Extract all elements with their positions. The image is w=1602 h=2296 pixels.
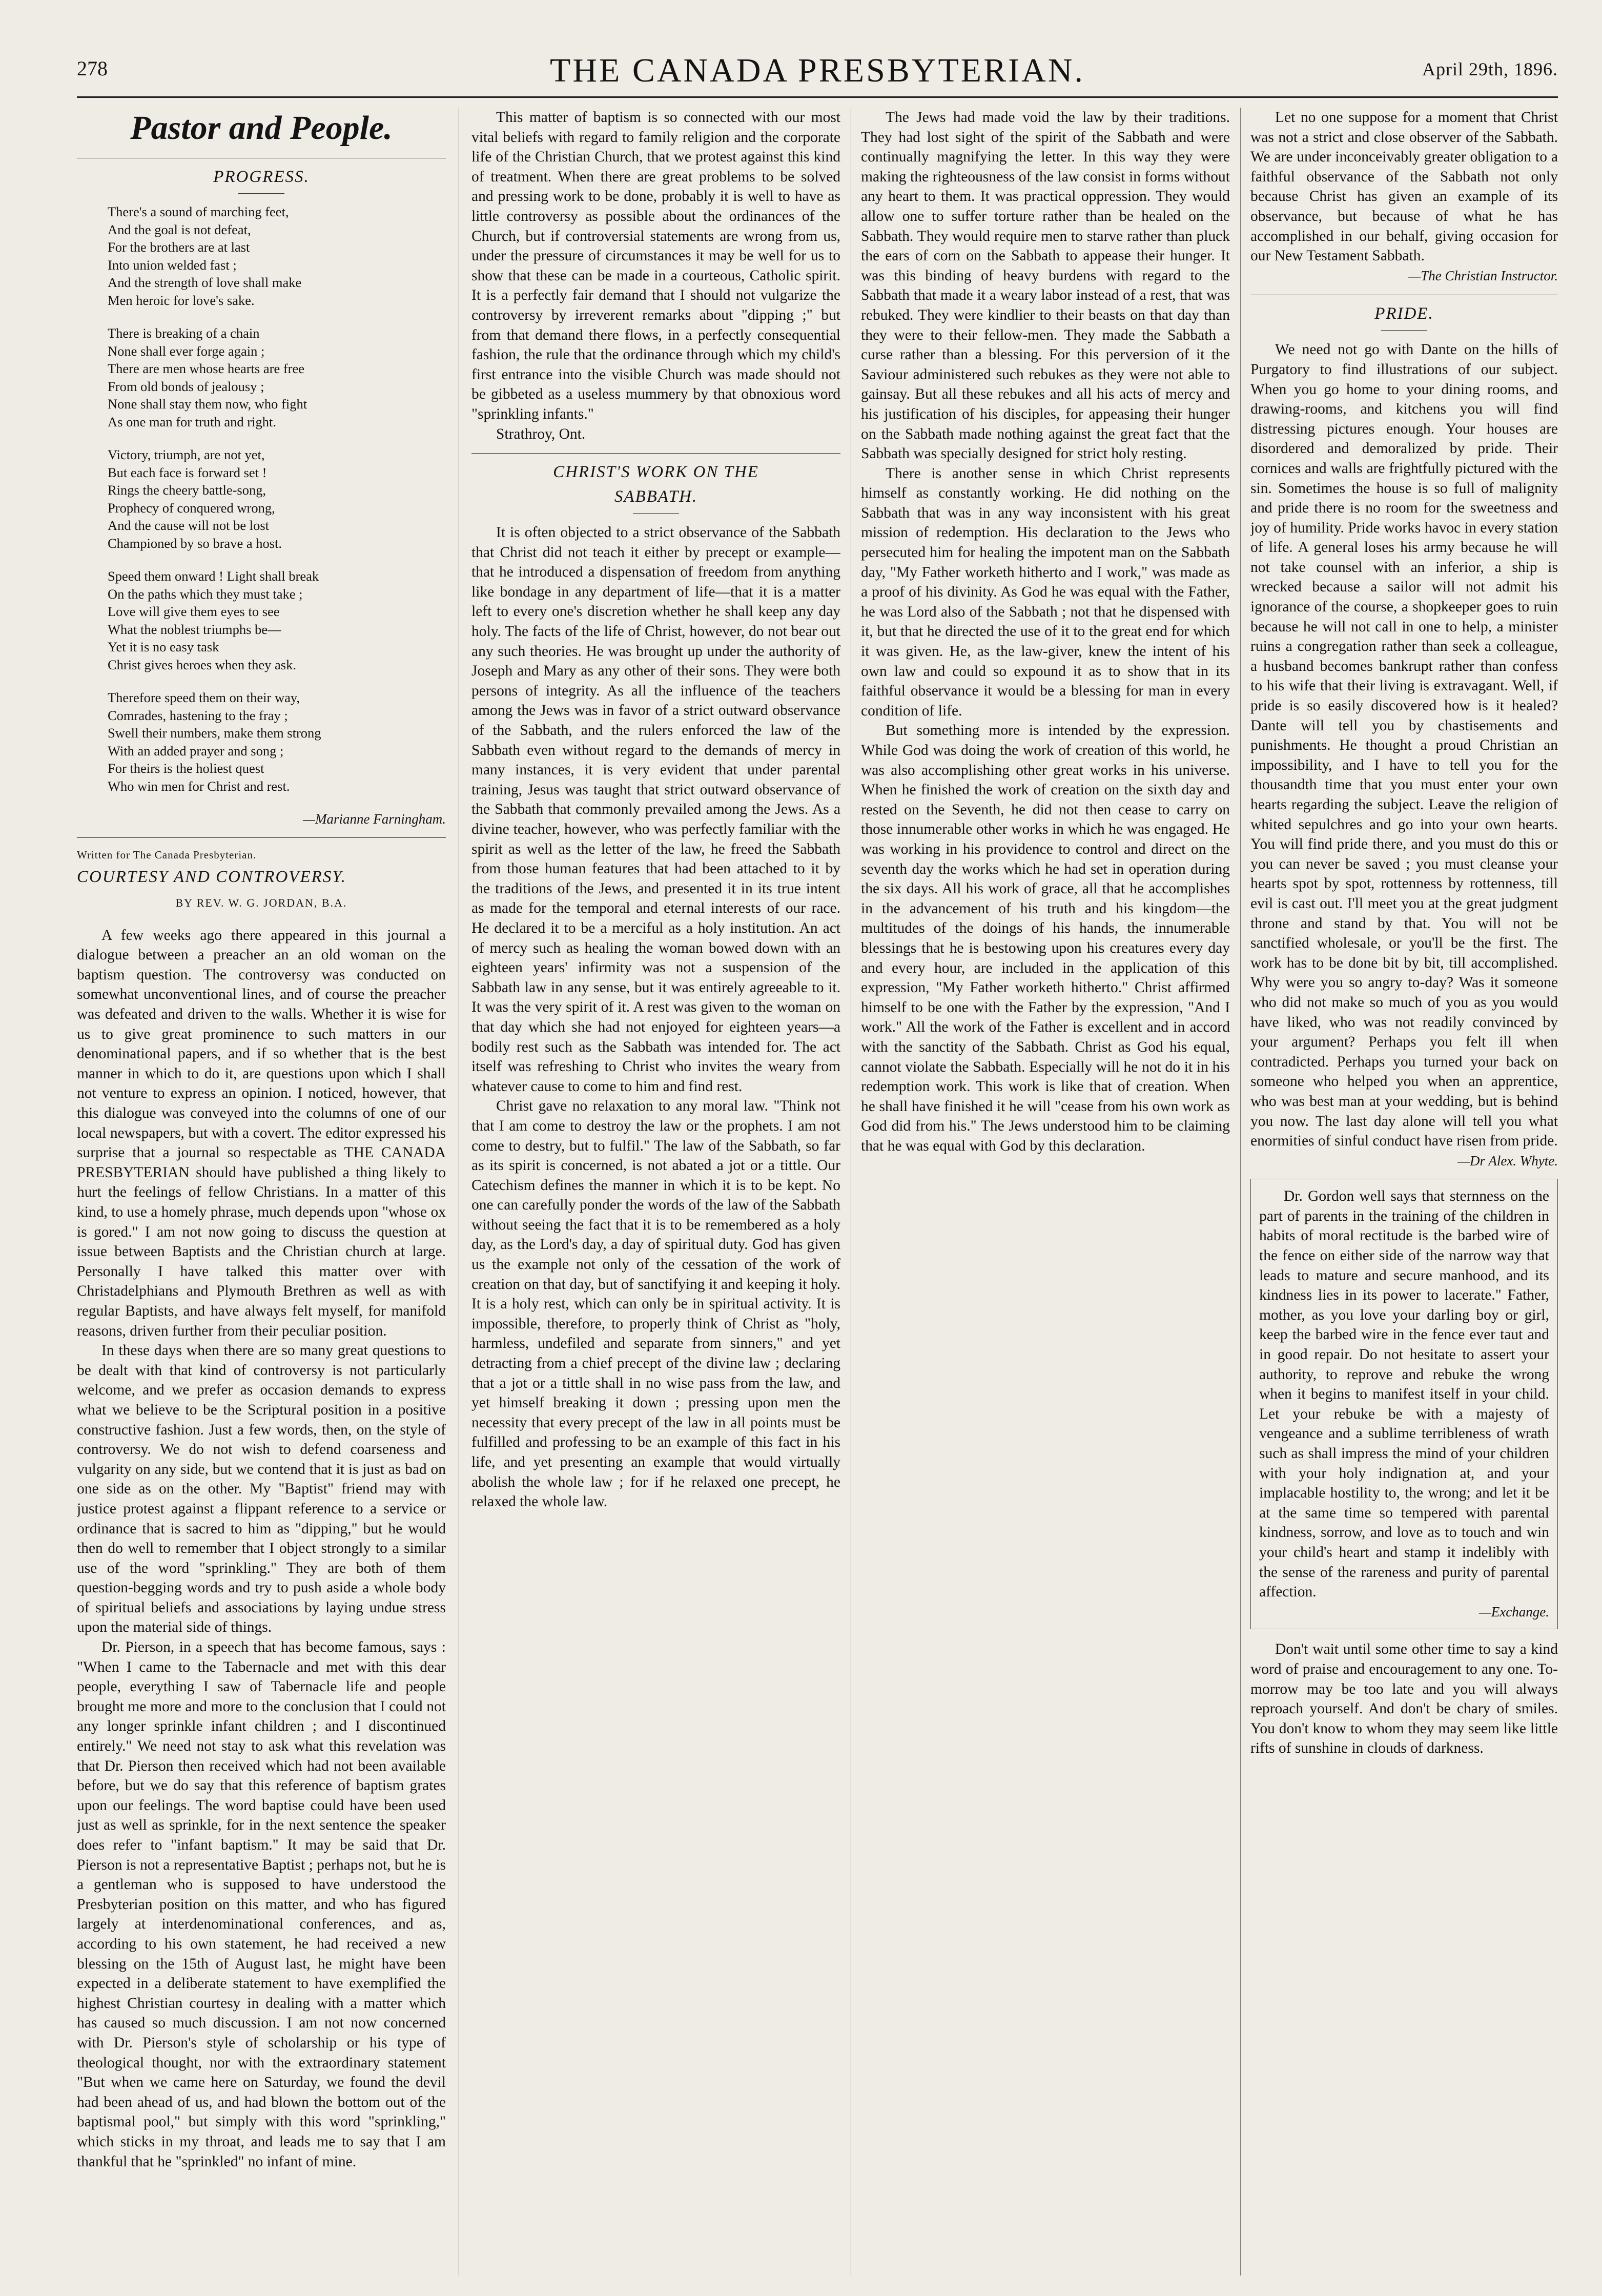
article-paragraph: But something more is intended by the expression. While God was doing the work of creation of this world, he was also accomplishing other great works in his universe. When he finished the work of creation on the sixth day and rested on the Seventh, he did not then cease to carry on those innumerable other works in which he was engaged. He was working in his providence to control and direct on the seventh day the works which he had set in operation during the six days. All his work of grace, all that he accomplishes in the advancement of his truth and his kingdom—the multitudes of the doings of his hands, the innumerable blessings that he is bestowing upon his creatures every day and every hour, are included in the application of this expression, "My Father worketh hitherto." Christ affirmed himself to be one with the Father by the expression, "And I work." All the work of the Father is excellent and in accord with the sanctity of the Sabbath. Christ as God his equal, cannot violate the Sabbath. Especially will he not do it in his redemption work. This work is like that of creation. When he shall have finished it he will "cease from his own work as God did from his." The Jews understood him to be claiming that he was equal with God by this declaration.: [861, 722, 1230, 1154]
article-title: CHRIST'S WORK ON THE: [553, 463, 759, 482]
poem-line: Who win men for Christ and rest.: [108, 778, 290, 794]
divider: [1381, 330, 1427, 331]
poem-line: And the cause will not be lost: [108, 518, 269, 533]
article-paragraph: Christ gave no relaxation to any moral law. "Think not that I am come to destroy the law or the prophets. I am not come to destry, but to fulfil." The law of the Sabbath, so far as its spirit is concerned, is not abated a jot or a tittle. Our Catechism defines the manner in which it is to be kept. No one can carefully ponder the words of the law of the Sabbath without seeing the fact that it is to be remembered as a holy day, as the Lord's day, a day of spiritual duty. God has given us the example not only of the cessation of the work of creation on that day, but of sanctifying it and keeping it holy. It is a holy rest, which can only be in spiritual activity. It is impossible, therefore, to properly think of Christ as "holy, harmless, undefiled and separate from sinners," and yet detracting from a chief precept of the divine law ; declaring that a jot or a tittle shall in no wise pass from the law, and yet himself breaking it down ; pressing upon men the necessity that every precept of the law in all points must be fulfilled and professing to be an example of this fact in his life, and yet presenting an example that would virtually abolish the whole law ; for if he relaxed one precept, he relaxed the whole law.: [471, 1098, 840, 1510]
article-paragraph: The Jews had made void the law by their traditions. They had lost sight of the spirit of the Sabbath and were continually magnifying the letter. In this way they were making the righteousness of the law consist in forms without any heart to them. It was practical oppression. They would allow one to suffer torture rather than be healed on the Sabbath. They would require men to starve rather than pluck the ears of corn on the Sabbath to appease their hunger. It was this binding of heavy burdens with regard to the Sabbath that made it a weary labor instead of a rest, that was rebuked. They were kindlier to their beasts on that day than they were to their fellow-men. They made the Sabbath a curse rather than a blessing. For this perversion of it the Saviour administered such rebukes as they were not able to gainsay. But all these rebukes and all his acts of mercy and his justification of his disciples, for appeasing their hunger on the Sabbath made nothing against the great fact that the Sabbath was specially designed for strict holy resting.: [861, 109, 1230, 462]
article-signoff: Strathroy, Ont.: [496, 425, 586, 442]
article-paragraph: In these days when there are so many great questions to be dealt with that kind of controversy is not particularly welcome, and we prefer as occasion demands to express what we believe to be the Scriptural position in a positive constructive fashion. Just a few words, then, on the style of controversy. We do not wish to defend coarseness and vulgarity on any side, but we contend that it is just as bad on one side as on the other. My "Baptist" friend may with justice protest against a flippant reference to a service or ordinance that is sacred to him as "dipping," but he would then do well to remember that I object strongly to a similar use of the word "sprinkling." They are both of them question-begging words and try to push aside a whole body of spiritual beliefs and associations by laying undue stress upon the material side of things.: [77, 1342, 446, 1636]
poem-line: Championed by so brave a host.: [108, 535, 282, 551]
poem-line: And the strength of love shall make: [108, 275, 302, 290]
poem-line: Yet it is no easy task: [108, 639, 219, 654]
page-number: 278: [77, 57, 108, 80]
article-title: PRIDE.: [1374, 304, 1434, 323]
article-source: —Dr Alex. Whyte.: [1457, 1153, 1558, 1168]
article-paragraph: Dr. Gordon well says that sternness on the part of parents in the training of the children in habits of moral rectitude is the barbed wire of the fence on either side of the narrow way that leads to mature and secure manhood, and its kindness lies in its power to lacerate." Father, mother, as you love your darling boy or girl, keep the barbed wire in the fence ever taut and in good repair. Do not hesitate to assert your authority, to reprove and rebuke the wrong when it begins to manifest itself in your child. Let your rebuke be with a majesty of vengeance and a sublime terribleness of wrath such as shall impress the mind of your children with your holy indignation at, and your implacable hostility to, the wrong; and let it be at the same time so tempered with parental kindness, sorrow, and love as to touch and win your child's heart and stamp it indelibly with the sense of the rareness and purity of parental affection.: [1259, 1188, 1549, 1601]
poem-line: From old bonds of jealousy ;: [108, 378, 264, 394]
column-2: [471, 108, 840, 2276]
poem-line: Into union welded fast ;: [108, 257, 237, 273]
poem-line: But each face is forward set !: [108, 464, 267, 480]
masthead: [77, 51, 1558, 97]
poem-line: With an added prayer and song ;: [108, 743, 284, 758]
poem-line: Comrades, hastening to the fray ;: [108, 707, 288, 723]
poem-line: And the goal is not defeat,: [108, 221, 251, 237]
poem-stanza: [108, 203, 446, 309]
boxed-item: [1250, 1179, 1558, 1629]
poem-line: As one man for truth and right.: [108, 414, 276, 429]
column-divider: [1240, 108, 1241, 2276]
article-source: —The Christian Instructor.: [1408, 268, 1558, 283]
poem-line: On the paths which they must take ;: [108, 586, 303, 602]
poem-line: None shall stay them now, who fight: [108, 396, 307, 412]
divider: [238, 193, 284, 194]
poem-line: For the brothers are at last: [108, 239, 250, 255]
newspaper-title: THE CANADA PRESBYTERIAN.: [550, 52, 1085, 89]
article-paragraph: Dr. Pierson, in a speech that has become famous, says : "When I came to the Tabernacle and met with this dear people, everything I saw of Tabernacle life and people brought me more and more to the conclusion that I could not any longer sprinkle infant children ; and I discontinued entirely." We need not stay to ask what this revelation was that Dr. Pierson then received which had not been available before, but we do say that this reference of baptism grates upon our feelings. The word baptise could have been used just as well as sprinkle, for in the next sentence the speaker does refer to "infant baptism." It may be said that Dr. Pierson is not a representative Baptist ; perhaps not, but he is a gentleman who is supposed to have understood the Presbyterian position on this matter, and who has figured largely at interdenominational conferences, and as, according to his own statement, he had received a new blessing on the 15th of August last, he might have been expected in a deliberate statement to have exemplified the highest Christian courtesy in dealing with a matter which has caused so much discussion. I am not now concerned with Dr. Pierson's style of scholarship or his type of theological thought, nor with the extraordinary statement "But when we came here on Saturday, we found the devil had been ahead of us, and had blown the bottom out of the baptismal pool," but simply with this word "sprinkling," which sticks in my throat, and leads me to say that I am thankful that he "sprinkled" no infant of mine.: [77, 1639, 446, 2170]
poem-line: Men heroic for love's sake.: [108, 292, 255, 308]
article-title: COURTESY AND CONTROVERSY.: [77, 868, 346, 887]
divider: [633, 513, 679, 514]
column-1: [77, 108, 446, 2276]
divider: [471, 453, 840, 454]
column-4: [1250, 108, 1558, 2276]
poem-author: —Marianne Farningham.: [303, 811, 446, 827]
article-paragraph: Don't wait until some other time to say a kind word of praise and encouragement to any one. To-morrow may be too late and you will always reproach yourself. And don't be chary of smiles. You don't know to whom they may seem like little rifts of sunshine in clouds of darkness.: [1250, 1641, 1558, 1757]
article-paragraph: We need not go with Dante on the hills of Purgatory to find illustrations of our subject. When you go home to your dining rooms, and drawing-rooms, and kitchens you will find distressing pictures enough. Your houses are disordered and demoralized by pride. Their cornices and walls are frightfully pictured with the sin. Sometimes the house is so full of malignity and pride there is no room for the sweetness and joy of humility. Pride works havoc in every station of life. A general loses his army because he will not take counsel with an inferior, a ship is wrecked because a sailor will not admit his ignorance of the course, a shopkeeper goes to ruin because he will not call in one to help, a minister ruins a congregation rather than seek a colleague, a husband becomes bankrupt rather than confess to his wife that their living is extravagant. Well, if pride is so easily discovered how is it healed? Dante will tell you by chastisements and punishments. He thought a proud Christian an impossibility, and I have to tell you for the thousandth time that you must enter your own hearts regarding the subject. Leave the religion of whited sepulchres and go into your own hearts. You will find pride there, and you must do this or you can never be saved ; you must cleanse your hearts spot by spot, rottenness by rottenness, till evil is cast out. I'll meet you at the great judgment throne and stand by that. You will not be sanctified wholesale, or you'll be the first. The work has to be done bit by bit, till accomplished. Why were you so angry to-day? Was it someone who did not make so much of you as you would have liked, who was not readily convinced by your argument? Perhaps you felt ill when contradicted. Perhaps you turned your back on someone who helped you when an apprentice, who was best man at your wedding, but is behind you now. The last day alone will tell you what enormities of sinful conduct have risen from pride.: [1250, 341, 1558, 1150]
poem-line: Love will give them eyes to see: [108, 604, 280, 619]
poem-line: Christ gives heroes when they ask.: [108, 657, 296, 672]
column-3: [861, 108, 1230, 2276]
poem-line: None shall ever forge again ;: [108, 343, 265, 359]
poem-line: Therefore speed them on their way,: [108, 690, 300, 705]
poem-line: There's a sound of marching feet,: [108, 204, 289, 219]
poem-stanza: [108, 324, 446, 430]
issue-date: April 29th, 1896.: [1422, 59, 1558, 79]
poem-line: Speed them onward ! Light shall break: [108, 568, 319, 584]
poem-stanza: [108, 567, 446, 673]
department-heading: Pastor and People.: [130, 109, 393, 147]
article-byline: BY REV. W. G. JORDAN, B.A.: [175, 896, 347, 910]
poem-line: There are men whose hearts are free: [108, 361, 305, 376]
article-paragraph: There is another sense in which Christ represents himself as constantly working. He did nothing on the Sabbath that was in any way inconsistent with his great mission of redemption. His declaration to the Jews who persecuted him for healing the impotent man on the Sabbath day, "My Father worketh hitherto and I work," was made as a proof of his divinity. As God he was equal with the Father, he was Lord also of the Sabbath ; not that he dispensed with it, but that he directed the use of it to the great end for which it was given. He, as the law-giver, knew the intent of his own law and could so expound it as to show that in its faithful observance it would be a blessing for man in every condition of life.: [861, 465, 1230, 719]
spacer: [1250, 1629, 1558, 1639]
article-paragraph: Let no one suppose for a moment that Christ was not a strict and close observer of the Sabbath. We are under inconceivably greater obligation to a faithful observance of the Sabbath not only because Christ has given an example of its observance, but because of what he has accomplished in our behalf, giving occasion for our New Testament Sabbath.: [1250, 109, 1558, 264]
poem-line: Victory, triumph, are not yet,: [108, 447, 265, 462]
poem-line: There is breaking of a chain: [108, 325, 260, 341]
masthead-rule: [77, 96, 1558, 98]
article-source: —Exchange.: [1478, 1604, 1549, 1619]
article-paragraph: It is often objected to a strict observance of the Sabbath that Christ did not teach it either by precept or example—that he introduced a dispensation of freedom from anything like bondage in any department of life—that it is a matter left to every one's discretion whether he shall keep any day holy. The facts of the life of Christ, however, do not bear out any such theories. He was brought up under the authority of Joseph and Mary as any other of their sons. They were both persons of integrity. As all the influence of the teachers among the Jews was in favor of a strict outward observance of the Sabbath, and the rulers enforced the law of the Sabbath even without regard to the demands of mercy in many instances, it is very evident that under parental training, Jesus was taught that strict outward observance of the Sabbath that commonly prevailed among the Jews. As a divine teacher, however, who was perfectly familiar with the spirit as well as the letter of the law, he freed the Sabbath from those human features that had been attached to it by the traditions of the Jews, and presented it in its true intent as made for the temporal and eternal interests of our race. He declared it to be a merciful as a holy institution. An act of mercy such as healing the woman bowed down with an eighteen years' infirmity was not a suspension of the Sabbath law in any sense, but it was entirely agreeable to it. It was the very spirit of it. A rest was given to the woman on that day which she had not enjoyed for eighteen years—a bodily rest such as the Sabbath was intended for. The act itself was refreshing to Christ who invites the weary from whatever cause to come to him and find rest.: [471, 524, 840, 1095]
poem-stanza: [108, 446, 446, 552]
poem-line: For theirs is the holiest quest: [108, 761, 264, 776]
divider: [77, 837, 446, 838]
poem-stanza: [108, 689, 446, 795]
poem-line: Rings the cheery battle-song,: [108, 482, 266, 498]
poem-body: [77, 203, 446, 828]
poem-title: PROGRESS.: [213, 168, 310, 186]
poem-line: What the noblest triumphs be—: [108, 621, 281, 637]
article-paragraph: This matter of baptism is so connected with our most vital beliefs with regard to family religion and the corporate life of the Christian Church, that we protest against this kind of treatment. When there are great problems to be solved and pressing work to be done, probably it is well to have as little controversy as possible about the ordinances of the Church, but if controversial statements are wrong from us, under the pressure of circumstances it may be well for us to show that these can be made in a courteous, Catholic spirit. It is a perfectly fair demand that I should not vulgarize the controversy by irreverent remarks about "dipping ;" but from that demand there flows, in a perfectly consequential fashion, the rule that the ordinance through which my child's first entrance into the visible Church was made should not be gibbeted as a useless mummery by that obnoxious word "sprinkling infants.": [471, 109, 840, 422]
poem-line: Prophecy of conquered wrong,: [108, 500, 275, 516]
poem-line: Swell their numbers, make them strong: [108, 725, 321, 741]
article-paragraph: A few weeks ago there appeared in this journal a dialogue between a preacher an an old woman on the baptism question. The controversy was conducted on somewhat unconventional lines, and of course the preacher was defeated and driven to the walls. Whether it is wise for us to give great prominence to such matters in our denominational papers, and if so whether that is the best manner in which to do it, are questions upon which I shall not venture to express an opinion. I noticed, however, that this dialogue was conveyed into the columns of one of our local newspapers, but with a covert. The editor expressed his surprise that a journal so respectable as THE CANADA PRESBYTERIAN should have published a thing likely to hurt the feelings of fellow Christians. In a matter of this kind, to use a homely phrase, much depends upon "whose ox is gored." I am not now going to discuss the question at issue between Baptists and the Christian church at large. Personally I have talked this matter over with Christadelphians and Plymouth Brethren as well as with regular Baptists, and have always felt myself, for manifold reasons, driven further from their peculiar position.: [77, 927, 446, 1339]
article-title-line-2: SABBATH.: [614, 487, 698, 506]
written-for-note: Written for The Canada Presbyterian.: [77, 848, 257, 861]
